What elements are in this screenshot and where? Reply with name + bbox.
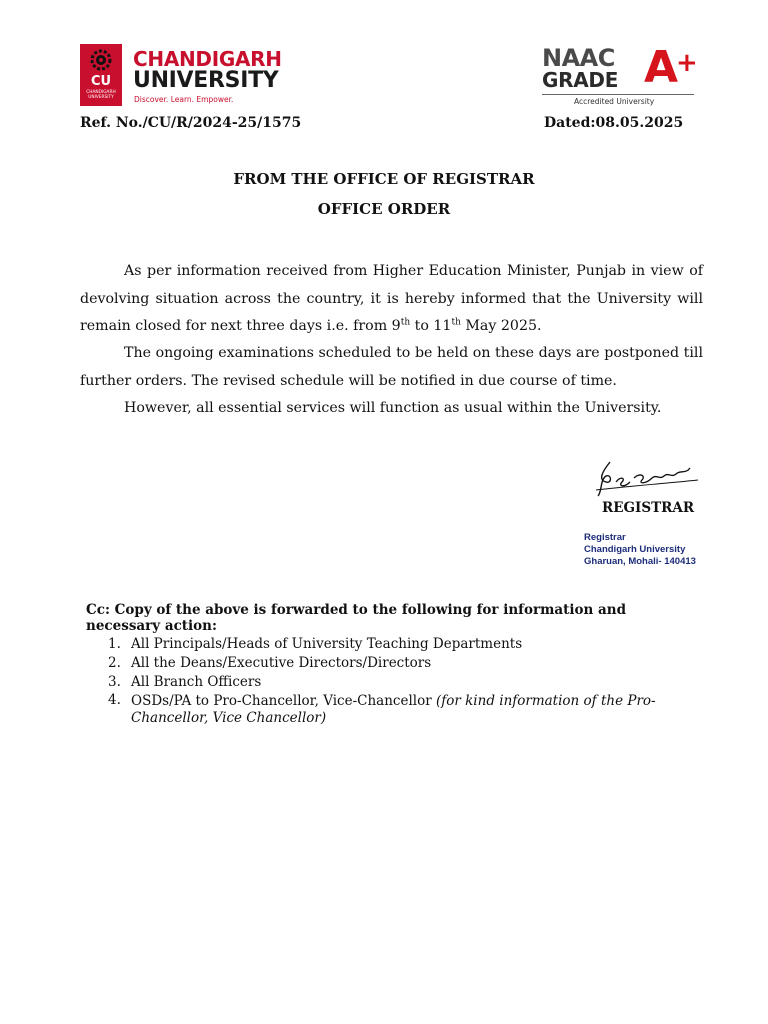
office-title: FROM THE OFFICE OF REGISTRAR <box>233 170 535 188</box>
list-item-number: 3. <box>108 674 121 690</box>
paragraph-services <box>80 395 703 423</box>
para1-sup2: th <box>451 317 461 328</box>
order-date: Dated:08.05.2025 <box>544 115 684 131</box>
cc-recipient-list <box>108 635 678 726</box>
registrar-signature <box>590 452 704 500</box>
stamp-line1: Registrar <box>584 532 626 543</box>
para1-part-a: As per information received from Higher Education Minister, Punjab in view of devolving situation across the country, it is hereby informed that the University will remain closed for next three days i.e. from 9 <box>80 263 703 334</box>
stamp-line2: Chandigarh University <box>584 544 686 555</box>
list-item-note: (for kind information of the Pro-Chancellor, Vice Chancellor) <box>131 693 656 726</box>
list-item-text: All Branch Officers <box>131 674 262 690</box>
list-item <box>108 635 678 654</box>
cu-small-text: CHANDIGARH UNIVERSITY <box>86 90 116 100</box>
naac-grade: A <box>644 42 679 93</box>
naac-grade-logo <box>540 44 700 108</box>
cu-tagline: Discover. Learn. Empower. <box>134 95 234 104</box>
list-item <box>108 692 678 726</box>
chandigarh-university-logo <box>80 44 280 108</box>
para2-text: The ongoing examinations scheduled to be held on these days are postponed till further orders. The revised schedule will be notified in due course of time. <box>80 345 703 389</box>
naac-line2: GRADE <box>542 68 619 92</box>
list-item-number: 2. <box>108 655 121 671</box>
para3-text: However, all essential services will function as usual within the University. <box>124 400 662 416</box>
registrar-title: REGISTRAR <box>602 500 695 516</box>
naac-accredited: Accredited University <box>574 97 655 106</box>
list-item <box>108 654 678 673</box>
stamp-line3: Gharuan, Mohali- 140413 <box>584 556 696 567</box>
naac-divider <box>542 94 694 95</box>
list-item-number: 1. <box>108 636 121 652</box>
para1-part-b: to 11 <box>410 318 452 334</box>
registrar-stamp <box>584 532 696 568</box>
order-title: OFFICE ORDER <box>317 200 451 218</box>
list-item-text: All Principals/Heads of University Teaching Departments <box>131 636 523 652</box>
paragraph-exams <box>80 340 703 395</box>
list-item-number: 4. <box>108 692 121 708</box>
naac-plus: + <box>676 48 698 78</box>
gear-emblem-icon <box>88 47 114 73</box>
para1-sup1: th <box>400 317 411 328</box>
para1-part-c: May 2025. <box>460 318 542 334</box>
list-item <box>108 673 678 692</box>
list-item-text: All the Deans/Executive Directors/Directors <box>131 655 432 671</box>
cu-name-line2: UNIVERSITY <box>133 68 279 93</box>
paragraph-closure <box>80 258 703 341</box>
cu-emblem <box>80 44 122 106</box>
cu-name-line1: CHANDIGARH <box>133 47 282 71</box>
cc-heading: Cc: Copy of the above is forwarded to the following for information and necessary action: <box>86 602 627 634</box>
list-item-text: OSDs/PA to Pro-Chancellor, Vice-Chancellor <box>131 693 436 709</box>
cu-abbr: CU <box>90 74 112 89</box>
reference-number: Ref. No./CU/R/2024-25/1575 <box>80 115 302 131</box>
naac-line1: NAAC <box>542 44 615 72</box>
